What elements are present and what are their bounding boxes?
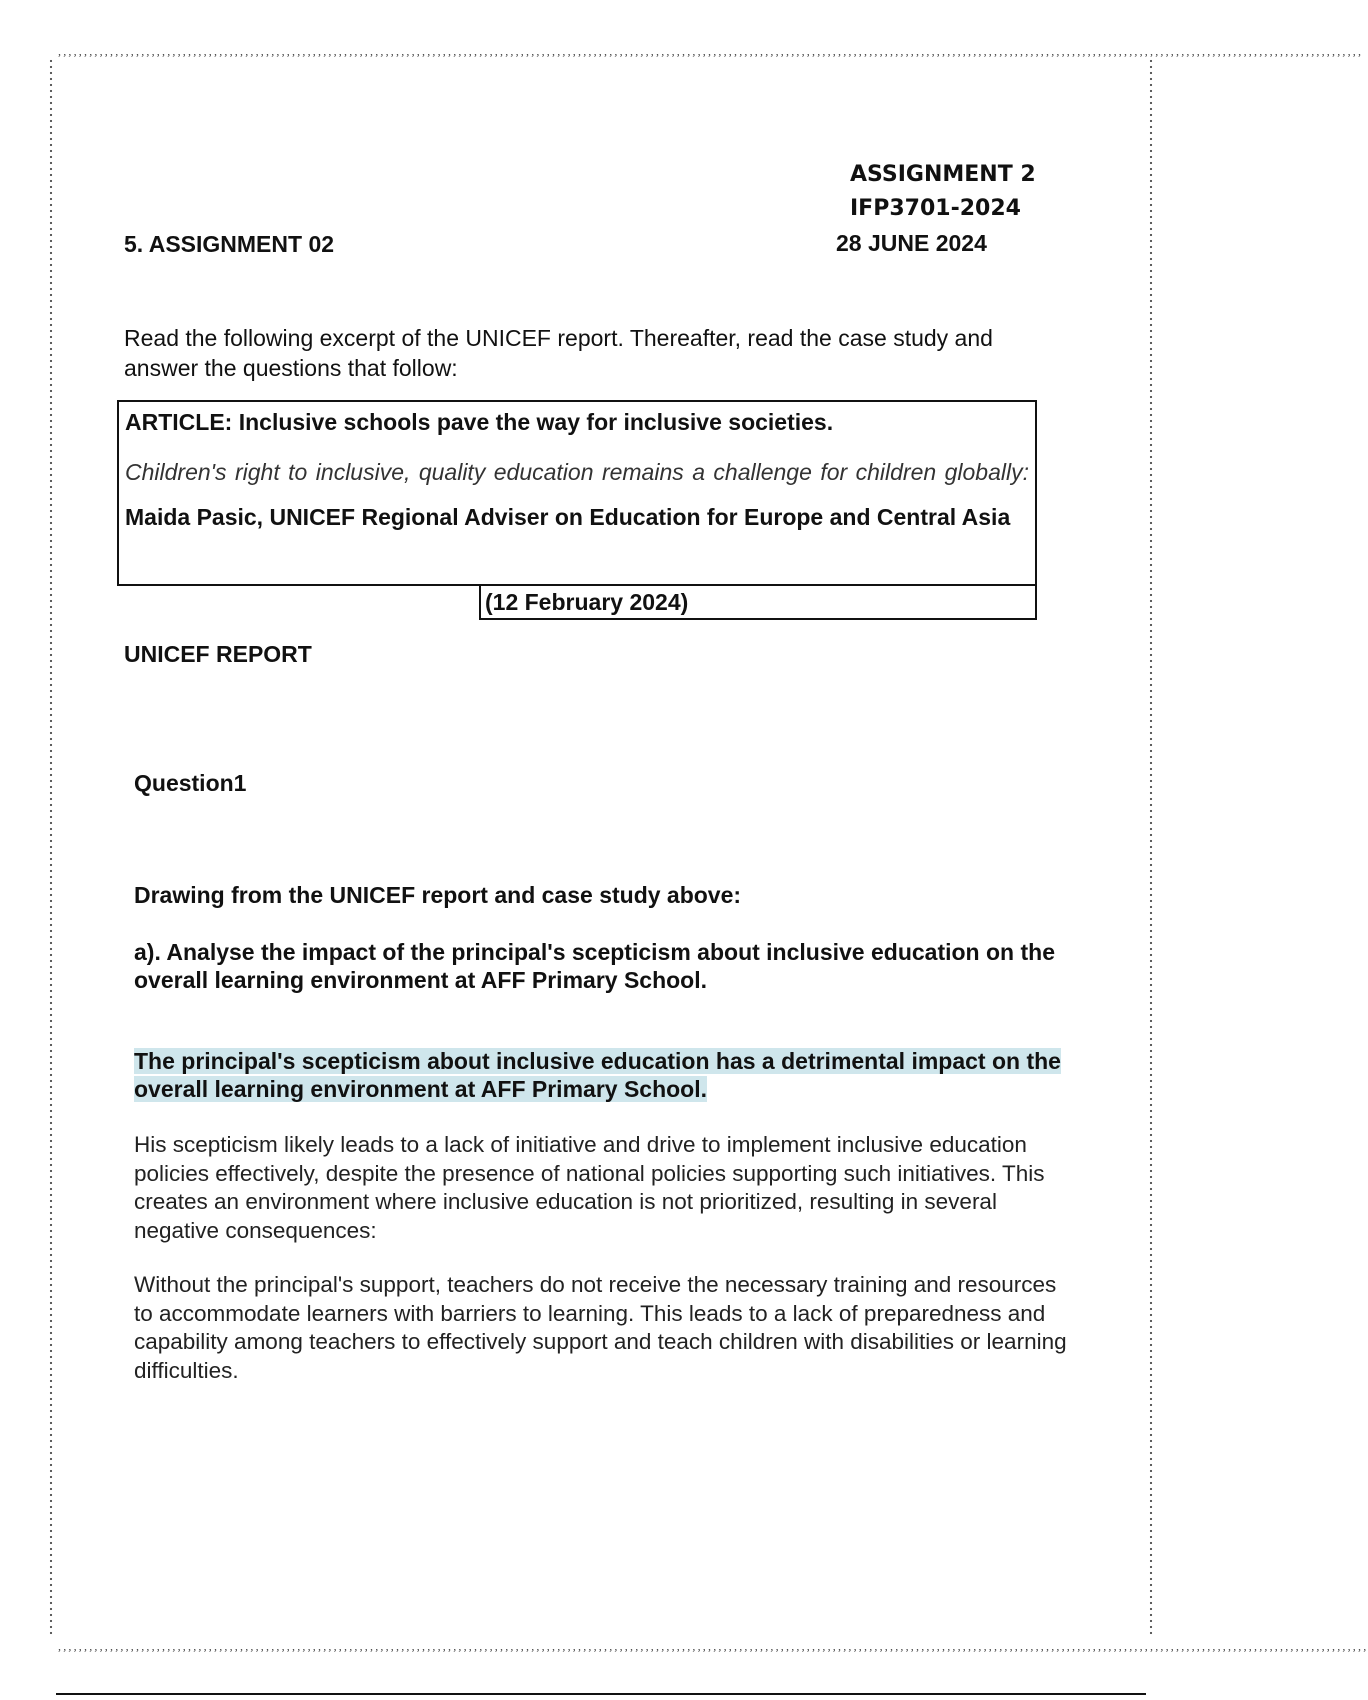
highlighted-answer [134,1047,1074,1103]
unicef-report-heading: UNICEF REPORT [124,641,312,667]
answer-paragraph-2: Without the principal's support, teachers do not receive the necessary training and resources to accommodate learners with barriers to learning. This leads to a lack of preparedness and capability among teachers to effectively support and teach children with disabilities or learning difficulties. [134,1272,1067,1383]
article-box [117,400,1037,586]
intro-text: Read the following excerpt of the UNICEF report. Thereafter, read the case study and answer the questions that follow: [124,325,993,381]
article-quote: Children's right to inclusive, quality education remains a challenge for children globally: [125,459,1029,485]
decorative-border-right [1148,58,1154,1636]
bottom-rule [56,1693,1146,1695]
answer-paragraph-1: His scepticism likely leads to a lack of initiative and drive to implement inclusive education policies effectively, despite the presence of national policies supporting such initiatives. This creates an environment where inclusive education is not prioritized, resulting in several negative consequences: [134,1132,1045,1243]
decorative-border-bottom: ,,,,,,,,,,,,,,,,,,,,,,,,,,,,,,,,,,,,,,,,,,,,,,,,,,,,,,,,,,,,,,,,,,,,,,,,,,,,,,,,,,,,,,,,,,,,,,,,,,,,,,,,,,,,,,,,,,,,,,,,,,,,,,,,,,,,,,,,,,,,,,,,,,,,,,,,,,,,,,,,,,,,,,,,,,,,,,,,,,,,,,,,,,,,,,,,,,,,,,,,,,,,,,,,,,,,,,,,,,,,,,,,,,,,,,,,,,,,,,,,,,,,,,,,,,,, [58,1639,1368,1653]
highlighted-answer-text: The principal's scepticism about inclusive education has a detrimental impact on the overall learning environment at AFF Primary School. [134,1048,1061,1102]
due-date: 28 JUNE 2024 [836,230,987,256]
article-author: Maida Pasic, UNICEF Regional Adviser on Education for Europe and Central Asia [125,504,1011,530]
drawing-instruction: Drawing from the UNICEF report and case study above: [134,882,742,908]
assignment-header [836,158,1036,260]
question-heading: Question1 [134,770,247,796]
section-title: 5. ASSIGNMENT 02 [124,231,335,257]
decorative-border-left [48,58,54,1636]
article-body [125,450,1029,540]
question-a: a). Analyse the impact of the principal's scepticism about inclusive education on the overall learning environment at AFF Primary School. [134,939,1055,993]
article-title: ARTICLE: Inclusive schools pave the way for inclusive societies. [125,409,834,435]
article-date: (12 February 2024) [479,584,1037,620]
decorative-border-top: ,,,,,,,,,,,,,,,,,,,,,,,,,,,,,,,,,,,,,,,,,,,,,,,,,,,,,,,,,,,,,,,,,,,,,,,,,,,,,,,,,,,,,,,,,,,,,,,,,,,,,,,,,,,,,,,,,,,,,,,,,,,,,,,,,,,,,,,,,,,,,,,,,,,,,,,,,,,,,,,,,,,,,,,,,,,,,,,,,,,,,,,,,,,,,,,,,,,,,,,,,,,,,,,,,,,,,,,,,,,,,,,,,,,,,,,,,,,,,,,,,,,,,,,,,,, [58,44,1364,58]
assignment-label: ASSIGNMENT 2 [850,162,1036,187]
module-code: IFP3701-2024 [850,196,1021,221]
